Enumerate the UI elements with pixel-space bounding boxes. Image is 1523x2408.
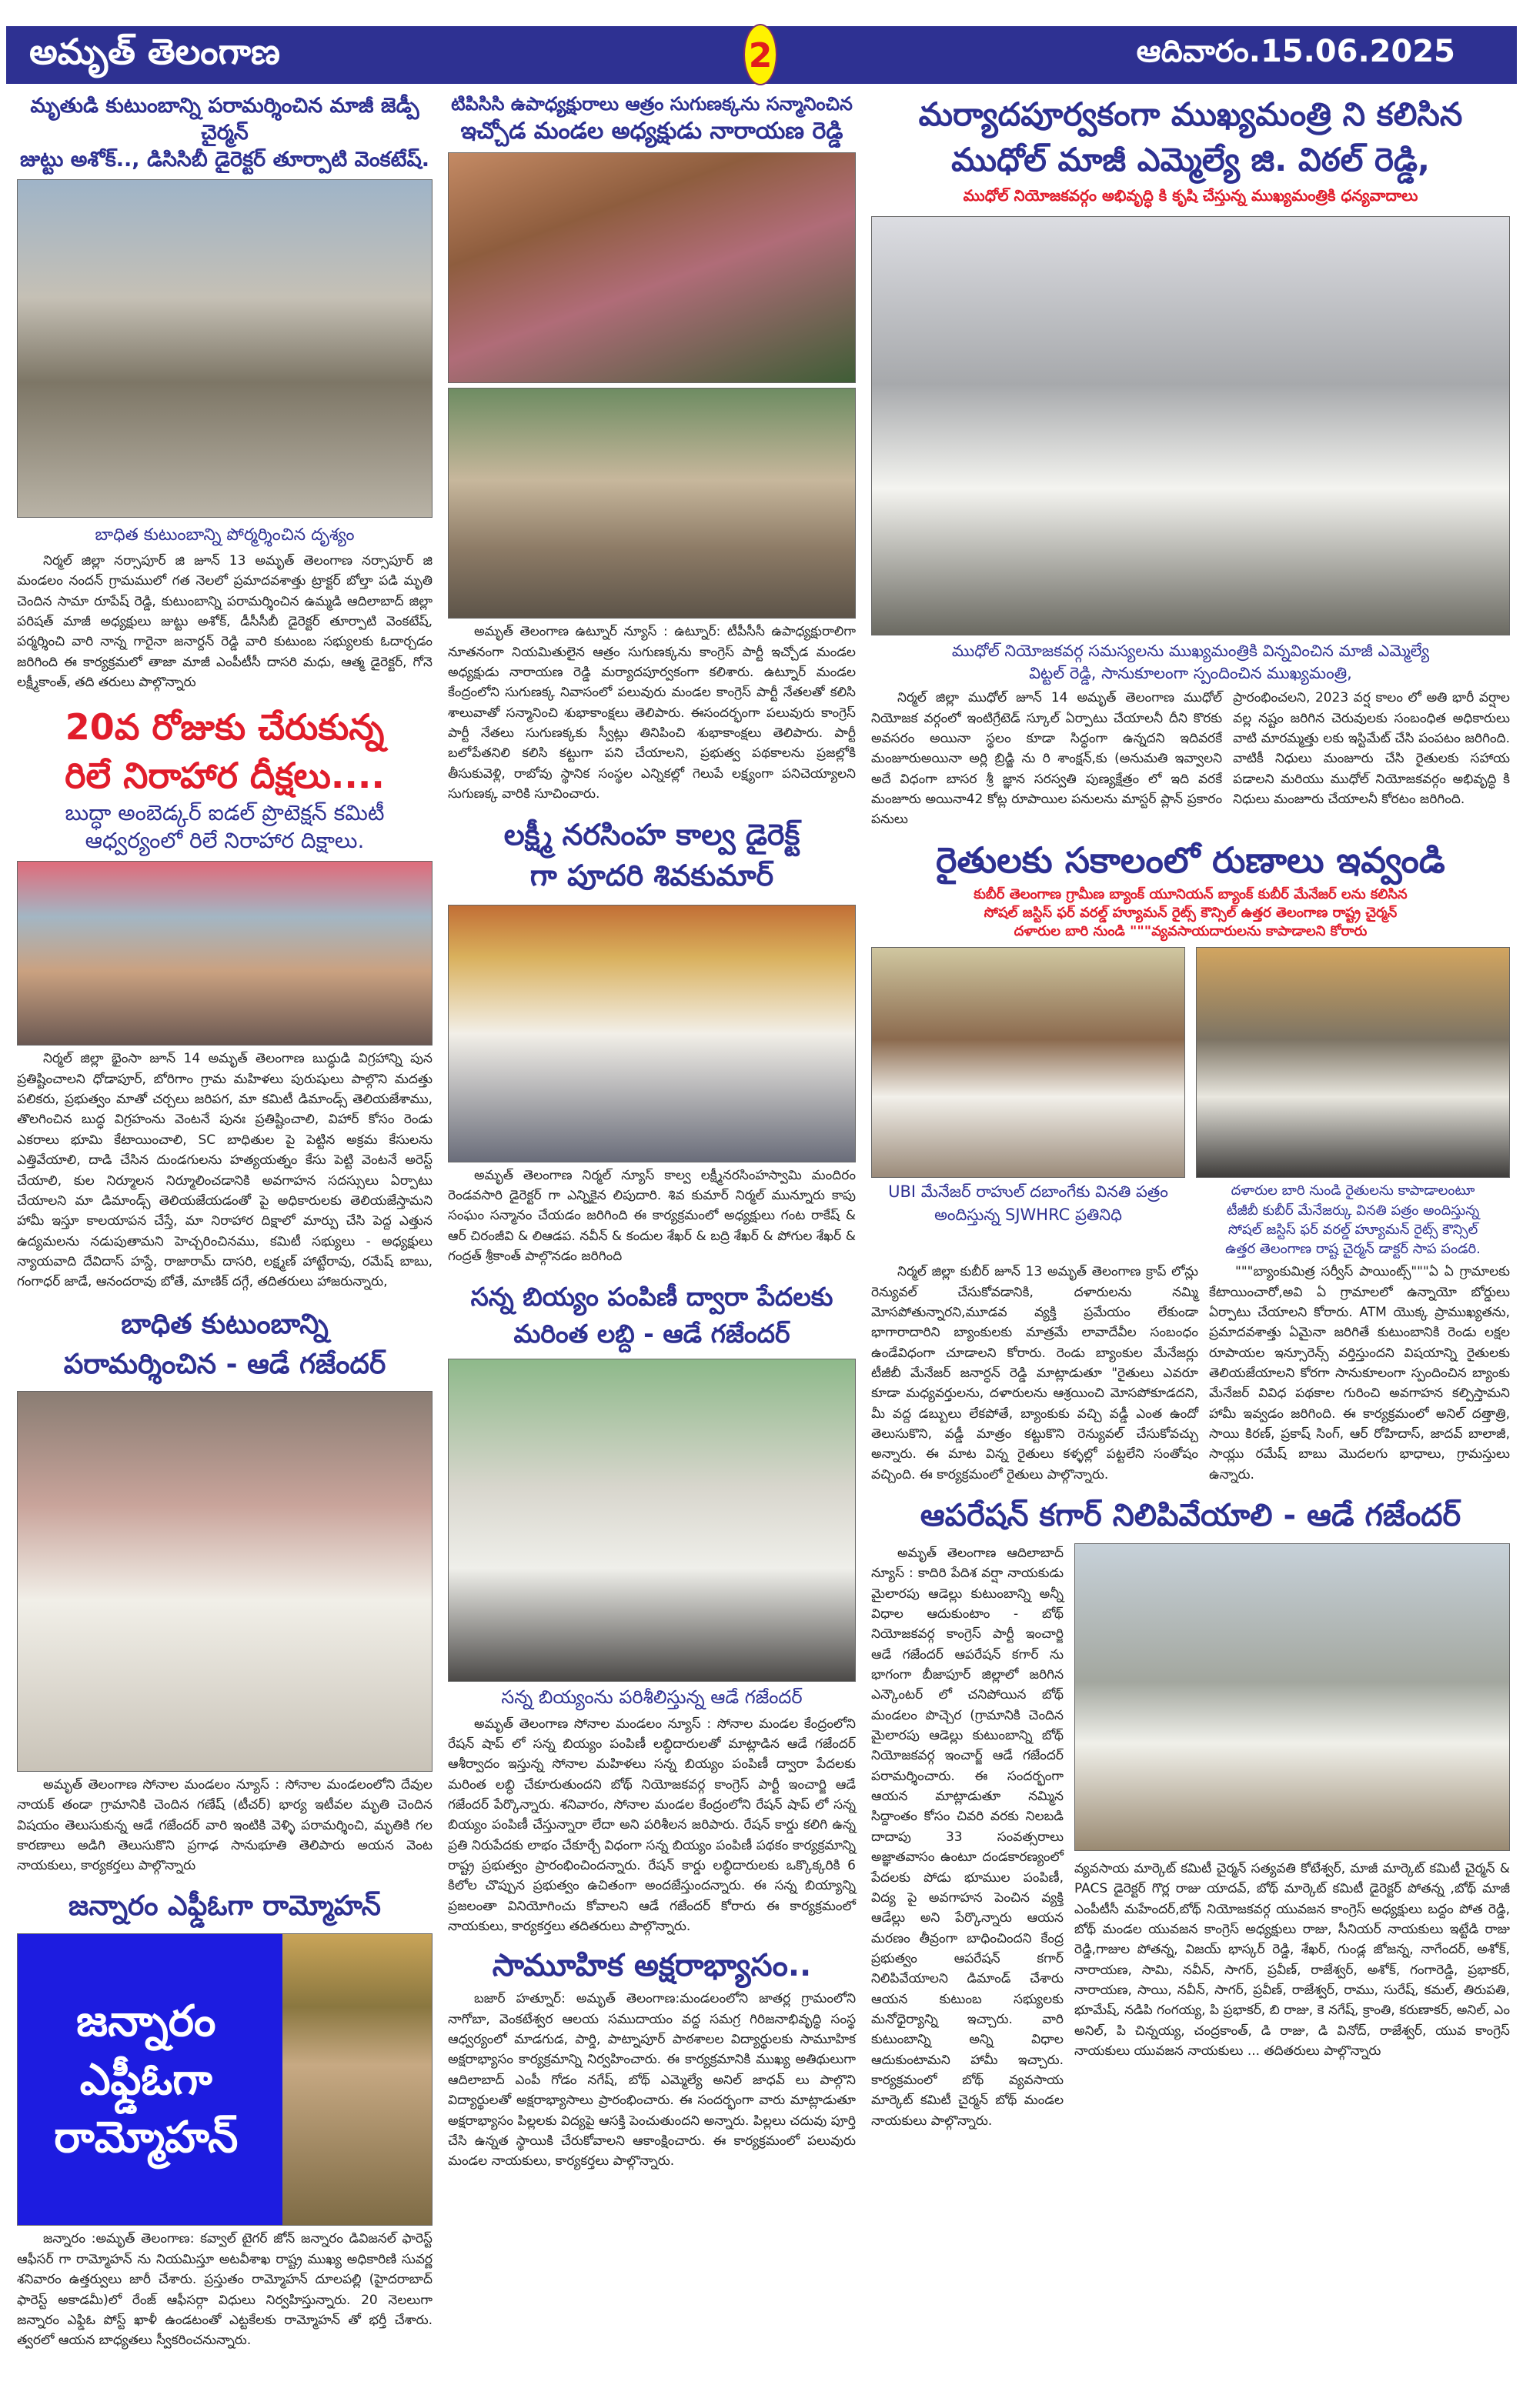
photo-row [871,947,1510,1259]
headline [17,703,433,799]
caption-line: అందిస్తున్న SJWHRC ప్రతినిధి [934,1205,1122,1224]
news-photo [871,216,1510,635]
officer-portrait [282,1934,432,2225]
headline-line: 20వ రోజుకు చేరుకున్న [65,706,385,749]
headline-line: లక్ష్మీ నరసింహ కాల్వ డైరెక్ట్ [503,818,800,852]
headline-line: పరామర్శించిన - ఆడే గజేందర్ [63,1348,386,1380]
caption-line: దళారుల బారి నుండి రైతులను కాపాడాలంటూ [1231,1182,1475,1199]
article-ade-gajender-condolence [17,1305,433,1876]
caption-line: సోషల్ జస్టిస్ ఫర్ వరల్డ్ హ్యూమన్ రైట్స్ కౌన్సిల్ [1227,1221,1478,1238]
article-body: నిర్మల్ జిల్లా నర్సాపూర్ జి జూన్ 13 అమృత్ తెలంగాణ నర్సాపూర్ జి మండలం నందన్ గ్రామములో గత నెలలో ప్రమాదవశాత్తు ట్రాక్టర్ బోల్తా పడి మృతి చెందిన సామా రూపేష్ రెడ్డి, కుటుంబాన్ని పరామర్శించిన ఉమ్మడి ఆదిలాబాద్ జిల్లా పరిషత్ మాజీ అధ్యక్షులు జుట్టు అశోక్, డీసీసీబీ డైరెక్టర్ తూర్పాటి వెంకటేష్, పర్మర్శించి వారి నాన్న గారైనా జనార్దన్ రెడ్డి వారి కుటుంబ సభ్యులకు ఓదార్చడం జరిగింది ఈ కార్యక్రమలో తాజా మాజీ ఎంపీటీసీ దాసరి మధు, ఆత్మ డైరెక్టర్, గోనె లక్ష్మీకాంత్, తది తరులు పాల్గొన్నారు [17,553,433,691]
article-body-left: నిర్మల్ జిల్లా కుబీర్ జూన్ 13 అమృత్ తెలంగాణ క్రాప్ లోన్లు రెన్యువల్ చేసుకోవడానికి, దళారులను నమ్మి మోసపోతున్నారని,మూడవ వ్యక్తి ప్రమేయం లేకుండా భాగారాదారిని బ్యాంకులకు మాత్రమే లావాదేవీల సంబంధం ఉండేవిధంగా చూడాలని కోరారు. రెండు బ్యాంకుల మేనేజర్లు టీజీబీ మేనేజర్ జనార్ధన్ రెడ్డి మాట్లాడుతూ "రైతులు ఎవరూ కూడా మధ్యవర్తులను, దళారులను ఆశ్రయించి మోసపోకూడదని, మీ వద్ద డబ్బులు లేకపోతే, బ్యాంకుకు వచ్చి వడ్డీ ఎంత ఉందో తెలుసుకొని, వడ్డీ మాత్రం కట్టుకొని రెన్యువల్ చేసుకోవచ్చు అన్నారు. ఈ మాట విన్న రైతులు కళ్ళల్లో పట్టలేని సంతోషం వచ్చింది. ఈ కార్యక్రమంలో రైతులు పాల్గొన్నారు. [871,1264,1199,1482]
subheadline-line: ఆధ్వర్యంలో రిలే నిరాహార దిక్షాలు. [85,828,365,854]
headline-line: టిపిసిసి ఉపాధ్యక్షురాలు ఆత్రం సుగుణక్కను సన్మానించిన [451,93,853,115]
headline-line: బాధిత కుటుంబాన్ని [121,1308,329,1340]
caption-line: టీజీబీ కుబీర్ మేనేజర్కు వినతి పత్రం అందిస్తున్న [1226,1202,1480,1219]
photo-caption [871,640,1510,685]
news-photo [448,905,856,1162]
promo-line: జన్నారం [76,1996,216,2047]
news-photo [871,947,1185,1178]
article-body-columns [871,1262,1510,1485]
headline [448,815,856,896]
photo-caption: బాధిత కుటుంబాన్ని పోర్మర్శించిన దృశ్యం [95,525,355,545]
headline-line: మృతుడి కుటుంబాన్ని పరామర్శించిన మాజీ జెడ్పీ చైర్మన్ [30,94,419,145]
promo-line: రామ్మోహన్ [54,2113,239,2163]
promo-line: ఎఫ్డీఓగా [79,2054,212,2105]
subheadline-line: కుబీర్ తెలంగాణ గ్రామీణ బ్యాంక్ యూనియన్ బ్యాంక్ కుబీర్ మేనేజర్ లను కలిసిన [974,885,1408,902]
news-photo [448,1359,856,1682]
issue-date: ఆదివారం.15.06.2025 [1136,34,1455,69]
caption-line: విట్టల్ రెడ్డి, సానుకూలంగా స్పందించిన ముఖ్యమంత్రి, [1029,663,1352,682]
article-body: జన్నారం :అమృత్ తెలంగాణ: కవ్వాల్ టైగర్ జోన్ జన్నారం డివిజనల్ ఫారెస్ట్ ఆఫీసర్ గా రామ్మోహన్ ను నియమిస్తూ అటవీశాఖ రాష్ట్ర ముఖ్య అధికారిణి సువర్ణ శనివారం ఉత్తర్వులు జారీ చేశారు. ప్రస్తుతం రామ్మోహన్ దూలపల్లి (హైదరాబాద్ ఫారెస్ట్ అకాడమీ)లో రేంజ్ ఆఫీసర్గా విధులు నిర్వహిస్తున్నారు. 20 నెలలుగా జన్నారం ఎఫ్డిఓ పోస్ట్ ఖాళీ ఉండటంతో ఎట్టకేలకు రామ్మోహన్ తో భర్తీ చేశారు. త్వరలో ఆయన బాధ్యతలు స్వీకరించనున్నారు. [17,2231,433,2349]
article-shivakumar-director [448,815,856,1266]
news-photo [17,179,433,518]
headline [448,92,856,146]
article-operation-kagar [871,1496,1510,2131]
article-body-left: అమృత్ తెలంగాణ ఆదిలాబాద్ న్యూస్ : కాదిరి పేదిశ వర్షా నాయకుడు మైలారపు ఆడెల్లు కుటుంబాన్ని అన్నీ విధాల ఆదుకుంటాం - బోథ్ నియోజకవర్గ కాంగ్రెస్ పార్టీ ఇంచార్జి ఆడే గజేందర్ ఆపరేషన్ కగార్ ను భాగంగా బీజాపూర్ జిల్లాలో జరిగిన ఎన్కౌంటర్ లో చనిపోయిన బోథ్ మండలం పొచ్చెర (గ్రామానికి చెందిన మైలారపు ఆడెల్లు కుటుంబాన్ని బోథ్ నియోజకవర్గ ఇంచార్జ్ ఆడే గజేందర్ పరామర్శించారు. ఈ సందర్భంగా ఆయన మాట్లాడుతూ నమ్మిన సిద్దాంతం కోసం చివరి వరకు నిలబడి దాదాపు 33 సంవత్సరాలు అజ్ఞాతవాసం ఉంటూ దండకారణ్యంలో పేదలకు పోడు భూముల పంపిణీ, విద్య పై అవగాహన పెంచిన వ్యక్తి ఆడేల్లు అని పేర్కొన్నారు ఆయన మరణం తీవ్రంగా బాధించిందని కేంద్ర ప్రభుత్వం ఆపరేషన్ కగార్ నిలిపివేయాలని డిమాండ్ చేశారు ఆయన కుటుంబ సభ్యులకు మనోధైర్యాన్ని ఇచ్చారు. వారి కుటుంబాన్ని అన్ని విధాల ఆదుకుంటామని హామీ ఇచ్చారు. కార్యక్రమంలో బోథ్ వ్యవసాయ మార్కెట్ కమిటీ చైర్మన్ బోథ్ మండల నాయకులు పాల్గొన్నారు. [871,1546,1064,2129]
subheadline [17,799,433,855]
caption-line: ముధోల్ నియోజకవర్గ సమస్యలను ముఖ్యమంత్రికి విన్నవించిన మాజీ ఎమ్మెల్యే [951,641,1430,660]
headline [448,1279,856,1352]
headline-line: రిలే నిరాహార దీక్షలు.... [65,754,385,796]
headline [17,1305,433,1385]
article-condolence-jutt-ashok [17,92,433,692]
article-body-right: ప్రారంభించలని, 2023 వర్ష కాలం లో అతి భారీ వర్షాల వల్ల నష్టం జరిగిన చెరువులకు సంబంధిత అధికారులు వాటి మారమ్మత్తు లకు ఇస్టిమేట్ చేసి పంపటం జరిగింది. వాటికీ నిధులు మంజూరు చేసి రైతులకు సహాయ పడాలని మరియు ముధోల్ నియోజకవర్గం అభివృద్ధి కి నిధులు మంజూరు చేయాలనీ కోరటం జరిగింది. [1233,690,1510,808]
article-body: బజార్ హత్నూర్: అమృత్ తెలంగాణ:మండలంలోని జాతర్ల గ్రామంలోని నాగోబా, వెంకటేశ్వర ఆలయ సముదాయం వద్ద సమగ్ర గిరిజనాభివృద్ధి సంస్థ ఆధ్వర్యంలో మాడగుడ, పార్డి, పాట్నాపూర్ పాఠశాలల విద్యార్థులకు సామూహిక అక్షరాభ్యాసం కార్యక్రమాన్ని నిర్వహించారు. ఈ కార్యక్రమానికి ముఖ్య అతిథులుగా ఆదిలాబాద్ ఎంపీ గోడం నగేష్, బోథ్ ఎమ్మెల్యే అనిల్ జాధవ్ లు పాల్గొని విద్యార్థులతో అక్షరాభ్యాసాలు ప్రారంభించారు. ఈ సందర్భంగా వారు మాట్లాడుతూ అక్షరాభ్యాసం పిల్లలకు విద్యపై ఆసక్తి పెంచుతుందని అన్నారు. పిల్లలు చదువు పూర్తి చేసి ఉన్నత స్థాయికి చేరుకోవాలని ఆకాంక్షించారు. ఈ కార్యక్రమంలో పలువురు మండల నాయకులు, కార్యకర్తలు పాల్గొన్నారు. [448,1991,856,2170]
headline: సామూహిక అక్షరాభ్యాసం.. [492,1948,812,1984]
article-body-right: వ్యవసాయ మార్కెట్ కమిటీ చైర్మన్ సత్యవతి కోటేశ్వర్, మాజీ మార్కెట్ కమిటీ చైర్మన్ & PACS డైరెక్టర్ గొర్ల రాజు యాదవ్, బోథ్ మార్కెట్ కమిటీ డైరెక్టర్ పోతన్న ,బోథ్ మాజీ ఎంపీటీసీ మహేందర్,బోథ్ నియోజకవర్గ యువజన కాంగ్రెస్ అధ్యక్షులు బద్దం పోత రెడ్డి, బోథ్ మండల యువజన కాంగ్రెస్ అధ్యక్షులు రాజు, సీనియర్ నాయకులు ఇట్టేడి రాజు రెడ్డి,గాజుల పోతన్న, విజయ్ భాస్కర్ రెడ్డి, శేఖర్, గుండ్ల జోజన్న, నాగేందర్, అశోక్, నారాయణ, సామి, నవీన్, సాగర్, ప్రవీణ్, రాజేశ్వర్, అశోక్, గంగారెడ్డి, ప్రభాకర్, నారాయణ, సాయి, నవీన్, సాగర్, ప్రవీణ్, రాజేశ్వర్, రాము, సురేష్, కమల్, తిరుపతి, భూమేష్, నడిపి గంగయ్య, పి ప్రభాకర్, బి రాజు, కె నగేష్, క్రాంతి, కరుణాకర్, అనిల్, ఎం అనిల్, పి చిన్నయ్య, చంద్రకాంత్, డి రాజు, డి వినోద్, రాజేశ్వర్, యువ కాంగ్రెస్ నాయకులు యువజన నాయకులు ... తదితరులు పాల్గొన్నారు [1074,1861,1510,2059]
article-body-right: """బ్యాంకుమిత్ర సర్వీస్ పాయింట్స్"""ఏ ఏ గ్రామాలకు కేటాయించారో,అవి ఏ గ్రామాలలో ఉన్నాయో బోర్డులు ఏర్పాటు చేయాలని కోరారు. ATM యొక్క ప్రాముఖ్యతను, ప్రమాదవశాత్తు ఏమైనా జరిగితే కుటుంబానికి రెండు లక్షల రూపాయల ఇన్సూరెన్స్ వర్తిస్తుందని విషయాన్ని రైతులకు తెలియజేయాలని కోరగా సానుకూలంగా స్పందించిన బ్యాంకు మేనేజర్ వివిధ పథకాల గురించి అవగాహన కల్పిస్తామని హామీ ఇవ్వడం జరిగింది. ఈ కార్యక్రమంలో అనిల్ దత్తాత్రి, సాయి కిరణ్, ప్రకాష్ సింగ్, ఆర్ రోహిదాస్, జాదవ్ బాలాజీ, సాయ్లు రమేష్ బాబు మొదలగు భాధాలు, గ్రామస్తులు ఉన్నారు. [1209,1264,1510,1482]
article-farmer-loans [871,838,1510,1485]
page-number-badge: 2 [743,24,777,85]
news-photo [448,388,856,619]
article-jannaram-fdo [17,1889,433,2351]
article-right-block [1074,1543,1510,2131]
article-fine-rice-distribution [448,1279,856,1936]
headline-line: సన్న బియ్యం పంపిణీ ద్వారా పేదలకు [470,1282,833,1312]
article-vittal-reddy-meets-cm [871,92,1510,830]
column-left [17,92,433,2351]
subheadline-line: సోషల్ జస్టిస్ ఫర్ వరల్డ్ హ్యూమన్ రైట్స్ కౌన్సిల్ ఉత్తర తెలంగాణ రాష్ట్ర చైర్మన్ [984,904,1398,921]
photo-caption: సన్న బియ్యంను పరిశీలిస్తున్న ఆడే గజేందర్ [501,1686,803,1709]
subheadline [871,885,1510,942]
headline: జన్నారం ఎఫ్డీఓగా రామ్మోహన్ [68,1889,381,1922]
article-body: నిర్మల్ జిల్లా భైంసా జూన్ 14 అమృత్ తెలంగాణ బుద్ధుడి విగ్రహాన్ని పున ప్రతిష్టించాలని ధోడాపూర్, బోరిగాం గ్రామ మహిళలు పురుషులు పాల్గొని మదత్తు పలికరు, ప్రభుత్వం మాతో చర్చలు జరిపగ, మా కమిటీ డిమాండ్స్ తెలియజేశాము, తొలగించిన బుద్ధ విగ్రహంను వెంటనే పునః ప్రతిష్టించాలి, విహార్ కోసం రెండు ఎకరాలు భూమి కేటాయించాలి, SC బాధితుల పై పెట్టిన అక్రమ కేసులను ఎత్తివేయాలి, దాడి చేసిన దుండగులను హత్యయత్నం కేసు పెట్టి వెంటనే అరెస్ట్ చేయాలి, కుల నిర్మూలన నిర్మూలించడానికి అవగాహన సదస్సులు ఏర్పాటు చేయాలని మా డిమాండ్స్ తెలియజేయడంతో పై అధికారులకు తెలియజేస్తామని హామీ ఇస్తూ కాలయాపన చేస్తే, మా నిరాహార దిక్షాలో మార్పు చేసి పెద్ద ఎత్తున ఉద్యమలను నడుపుతామని హెచ్చరించినము, కమిటీ సభ్యులు - అధ్యక్షులు న్యాయవాది దేవిదాస్ హస్డే, రాజారామ్ దాసరి, లక్ష్మణ్ హాట్టేరావు, రమేష్ బాబు, గంగాధర్ జాడే, ఆనందరావు బోతే, మాణిక్ దగ్గే, తదితరులు హాజరున్నారు, [17,1051,433,1290]
headline: ఆపరేషన్ కగార్ నిలిపివేయాలి - ఆడే గజేందర్ [920,1498,1461,1533]
headline-line: మరింత లబ్ది - ఆడే గజేందర్ [513,1319,790,1349]
caption-line: ఉత్తర తెలంగాణ రాష్ట చైర్మన్ డాక్టర్ సాప పండరి. [1225,1241,1481,1258]
photo-block-right [1196,947,1510,1259]
article-suguna-felicitation [448,92,856,804]
promo-text [18,1934,275,2225]
column-middle [448,92,856,2172]
headline-line: ముధోల్ మాజీ ఎమ్మెల్యే జి. విఠల్ రెడ్డి, [951,140,1430,178]
headline-line: మర్యాదపూర్వకంగా ముఖ్యమంత్రి ని కలిసిన [918,95,1463,133]
article-body: అమృత్ తెలంగాణ సోనాల మండలం న్యూస్ : సోనాల మండలంలోని దేవుల నాయక్ తండా గ్రామానికి చెందిన గణేష్ (టీచర్) భార్య ఇటీవల మృతి చెందిన విషయం తెలుసుకున్న ఆడే గజేందర్ వారి ఇంటికి వెళ్ళి పరామర్శించి, మృతికి గల కారణాలు అడిగి తెలుసుకొని ప్రగాఢ సానుభూతి తెలిపారు అయన వెంట నాయకులు, కార్యకర్తలు పాల్గొన్నారు [17,1776,433,1874]
subheadline: ముధోల్ నియోజకవర్గం అభివృద్ధి కి కృషి చేస్తున్న ముఖ్యమంత్రికి ధన్యవాదాలు [963,185,1418,205]
article-mass-aksharabhyasam [448,1946,856,2171]
article-body-columns [871,688,1510,829]
headline-line: గా పూదరి శివకుమార్ [529,859,774,893]
article-body: అమృత్ తెలంగాణ సోనాల మండలం న్యూస్ : సోనాల మండల కేంద్రంలోని రేషన్ షాప్ లో సన్న బియ్యం పంపిణీ లబ్ధిదారులతో మాట్లాడిన ఆడే గజేందర్ ఆశీర్వాదం ఇస్తున్న సోనాల మహిళలు సన్న బియ్యం పంపిణీ ద్వారా పేదలకు మరింత లబ్ధి చేకూరుతుందని బోథ్ నియోజకవర్గ కాంగ్రెస్ పార్టీ ఇంచార్జి ఆడే గజేందర్ పేర్కొన్నారు. శనివారం, సోనాల మండల కేంద్రంలోని రేషన్ షాప్ లో సన్న బియ్యం పంపిణీ చేస్తున్నారా లేదా అని పరిశీలన జరిపారు. రేషన్ కార్డు కలిగి ఉన్న ప్రతి నిరుపేదకు లాభం చేకూర్చే విధంగా సన్న బియ్యం పంపిణీ పథకం కార్యక్రమాన్ని రాష్ట్ర ప్రభుత్వం ప్రారంభించిందన్నారు. రేషన్ కార్డు లబ్ధిదారులకు ఒక్కొక్కరికి 6 కిలోల చొప్పున ప్రభుత్వం ఉచితంగా అందజేస్తుందన్నారు. ఈ సన్న బియ్యాన్ని ప్రజలంతా వినియోగించు కోవాలని ఆడే గజేందర్ కోరారు ఈ కార్యక్రమంలో నాయకులు, కార్యకర్తలు తదితరులు పాల్గొన్నారు. [448,1716,856,1935]
headline-line: జుట్టు అశోక్.., డిసిసిబీ డైరెక్టర్ తూర్పాటి వెంకటేష్. [20,148,429,172]
news-photo [17,1391,433,1772]
news-photo [1074,1543,1510,1851]
headline [17,92,433,173]
article-body-left: నిర్మల్ జిల్లా ముధోల్ జూన్ 14 అమృత్ తెలంగాణ ముధోల్ నియోజక వర్గంలో ఇంటిగ్రేటెడ్ స్కూల్ ఏర్పాటు చేయాలనీ దీని కొరకు అవసరం అయినా స్థలం కూడా సిద్ధంగా ఉన్నదని ఇదివరకే మంజూరుఅయినా అర్లి బ్రిడ్జి ను రి శాంక్షన్,కు (అనుమతి ఇవ్వాలని అదే విధంగా బాసర శ్రీ జ్ఞాన సరస్వతి పుణ్యక్షేత్రం లో ఇది వరకే మంజూరు అయినా42 కోట్ల రూపాయిల పనులను మాస్టర్ ప్లాన్ ప్రకారం పనులు [871,690,1223,828]
news-photo [448,152,856,383]
caption-line: UBI మేనేజర్ రాహుల్ దబాంగేకు వినతి పత్రం [888,1182,1168,1202]
headline-line: ఇచ్చోడ మండల అధ్యక్షుడు నారాయణ రెడ్డి [460,118,843,145]
column-right [871,92,1510,2131]
photo-block-left [871,947,1185,1259]
subheadline-line: దళారుల బారి నుండి """వ్యవసాయదారులను కాపాడాలని కోరారు [1014,923,1368,940]
photo-caption [871,1181,1185,1226]
newspaper-title: అమృత్ తెలంగాణ [29,31,280,72]
article-body: అమృత్ తెలంగాణ నిర్మల్ న్యూస్ కాల్వ లక్ష్మీనరసింహస్వామి మందిరం రెండవసారి డైరెక్టర్ గా ఎన్నికైన లిపుదారి. శివ కుమార్ నిర్మల్ మున్నూరు కాపు సంఘం సన్మానం చేయడం జరిగింది ఈ కార్యక్రమంలో అధ్యక్షులు గంట రాకేష్ & ఆర్ చిరంజీవి & లిఆడప. నవీన్ & కందుల శేఖర్ & బద్రి శేఖర్ & పోగుల శేఖర్ & గంద్రత్ శ్రీకాంత్ పాల్గొనడం జరిగింది [448,1167,856,1265]
subheadline-line: బుద్ధా అంబెడ్కర్ ఐడల్ ప్రొటెక్షన్ కమిటీ [65,799,385,825]
article-layout [871,1543,1510,2131]
photo-caption [1196,1181,1510,1259]
promo-graphic [17,1933,433,2226]
article-relay-hunger-strike [17,703,433,1292]
headline: రైతులకు సకాలంలో రుణాలు ఇవ్వండి [936,839,1445,881]
headline [871,92,1510,183]
article-body: అమృత్ తెలంగాణ ఉట్నూర్ న్యూస్ : ఉట్నూర్: టీపీసీసీ ఉపాధ్యక్షురాలిగా నూతనంగా నియమితులైన ఆత్రం సుగుణక్కను కాంగ్రెస్ పార్టీ ఇచ్చోడ మండల అధ్యక్షుడు నారాయణ రెడ్డి మర్యాదపూర్వకంగా కలిశారు. ఉట్నూర్ మండల కేంద్రంలోని సుగుణక్క నివాసంలో పలువురు మండల కాంగ్రెస్ పార్టీ నేతలతో కలిసి శాలువాతో సన్మానించి శుభాకాంక్షలు తెలిపారు. ఈసందర్భంగా పలువురు కాంగ్రెస్ పార్టీ నేతలు సుగుణక్కకు స్వీట్లు తినిపించి శుభాకాంక్షలు తెలిపారు. పార్టీ బలోపేతనిలి కలిసి కట్టుగా పని చేయాలని, ప్రభుత్వ పథకాలను ప్రజల్లోకి తీసుకువెళ్లి, రాబోవు స్థానిక సంస్థల ఎన్నికల్లో గెలుపే లక్ష్యంగా పనిచెయ్యాలని సుగుణక్క వారికి సూచించారు. [448,624,856,802]
news-photo [1196,947,1510,1178]
masthead [6,26,1517,84]
news-photo [17,861,433,1046]
